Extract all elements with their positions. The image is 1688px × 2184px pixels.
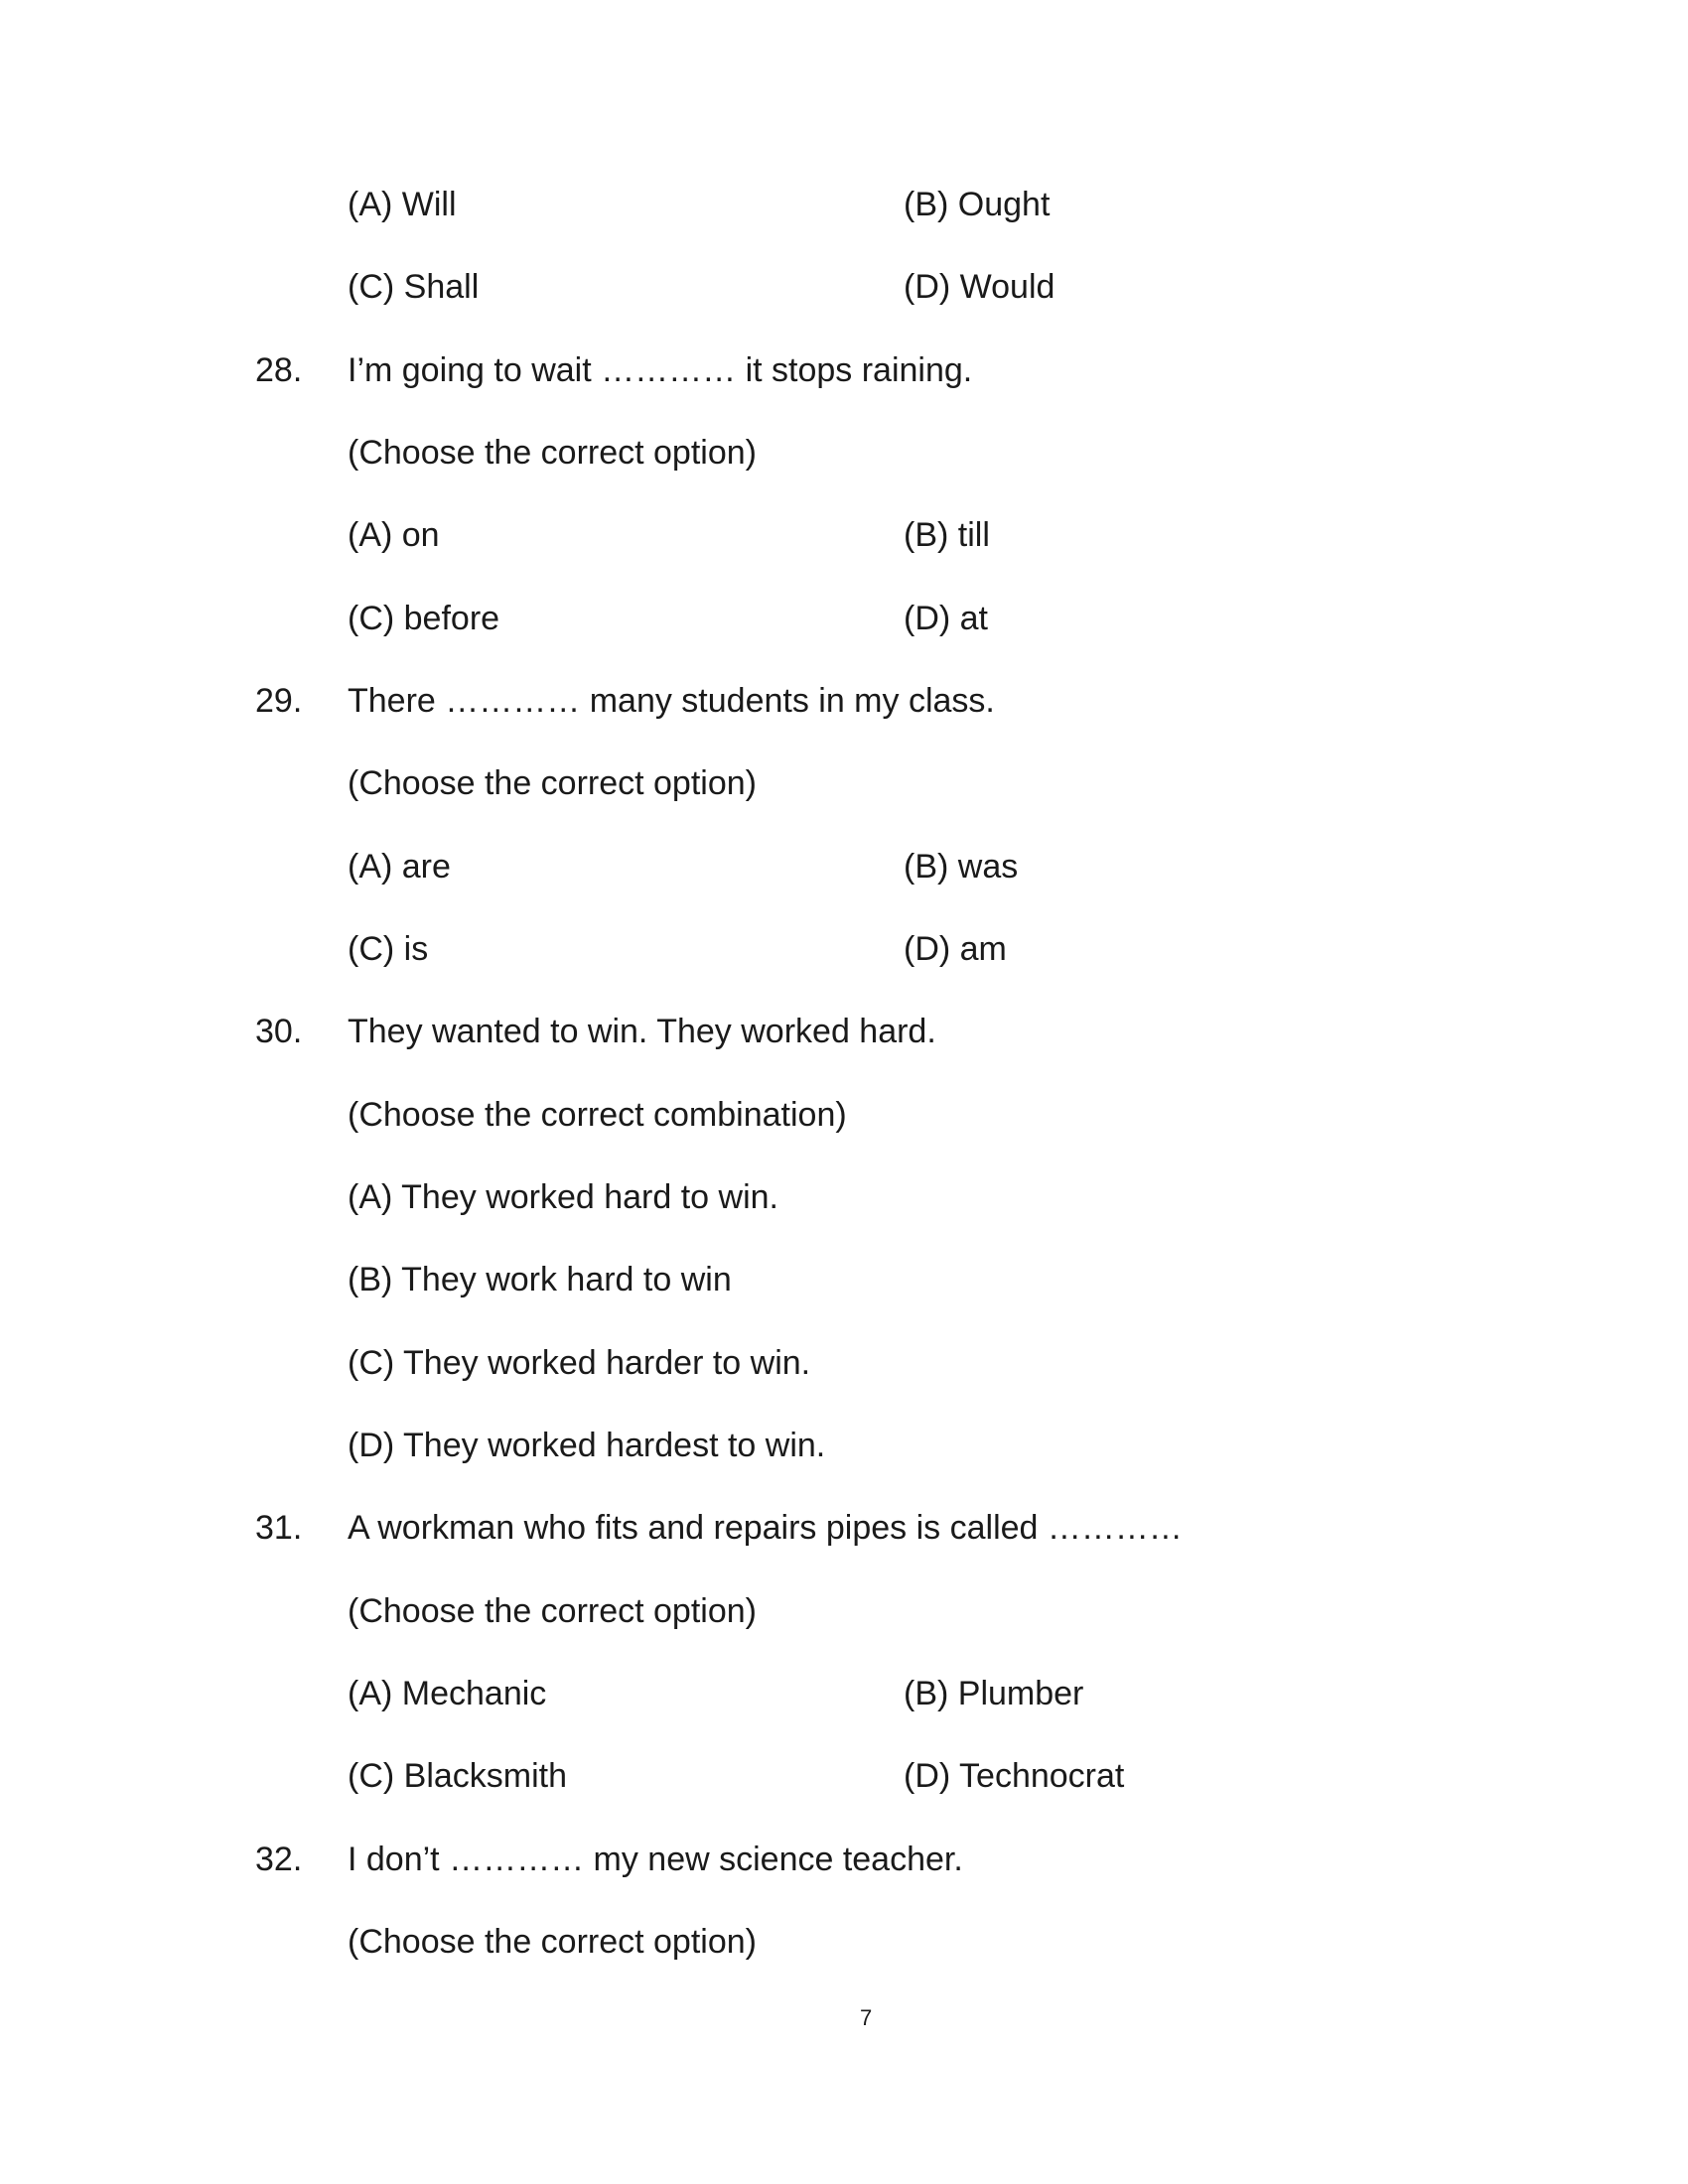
question-28 (0, 330, 1688, 412)
question-32 (0, 1819, 1688, 1901)
question-31 (0, 1487, 1688, 1570)
option-d: (D) They worked hardest to win. (348, 1426, 826, 1464)
option-c: (C) They worked harder to win. (348, 1343, 811, 1382)
option-c: (C) before (348, 599, 500, 637)
question-page (0, 164, 1688, 1983)
option-b: (B) Ought (904, 186, 1051, 223)
question-number: 28. (255, 350, 303, 389)
option-a: (A) are (348, 847, 451, 886)
option-d: (D) at (904, 599, 988, 637)
question-instruction: (Choose the correct combination) (348, 1095, 847, 1134)
options-row (0, 164, 1688, 246)
option-a: (A) Mechanic (348, 1674, 547, 1712)
option-d: (D) am (904, 929, 1007, 968)
question-instruction: (Choose the correct option) (348, 433, 757, 472)
question-text: There ………… many students in my class. (348, 681, 995, 720)
option-a: (A) They worked hard to win. (348, 1177, 778, 1216)
option-d: (D) Would (904, 268, 1055, 307)
option-b: (B) was (904, 847, 1019, 886)
question-text: I’m going to wait ………… it stops raining. (348, 350, 973, 389)
options-row (0, 246, 1688, 329)
question-instruction: (Choose the correct option) (348, 1591, 757, 1630)
question-number: 30. (255, 1013, 303, 1051)
question-instruction: (Choose the correct option) (348, 1922, 757, 1961)
option-a: (A) Will (348, 186, 457, 223)
question-30 (0, 991, 1688, 1073)
option-b: (B) till (904, 516, 990, 555)
option-c: (C) is (348, 929, 429, 968)
question-number: 31. (255, 1509, 303, 1548)
option-d: (D) Technocrat (904, 1757, 1125, 1796)
page-number: 7 (860, 2005, 873, 2030)
option-b: (B) Plumber (904, 1674, 1084, 1712)
option-a: (A) on (348, 516, 440, 555)
option-b: (B) They work hard to win (348, 1261, 732, 1299)
question-instruction: (Choose the correct option) (348, 764, 757, 803)
question-text: A workman who fits and repairs pipes is called ………… (348, 1509, 1183, 1548)
option-c: (C) Shall (348, 268, 480, 307)
question-number: 29. (255, 681, 303, 720)
question-text: I don’t ………… my new science teacher. (348, 1840, 963, 1878)
question-number: 32. (255, 1840, 303, 1878)
option-c: (C) Blacksmith (348, 1757, 568, 1796)
question-29 (0, 660, 1688, 743)
question-text: They wanted to win. They worked hard. (348, 1013, 936, 1051)
